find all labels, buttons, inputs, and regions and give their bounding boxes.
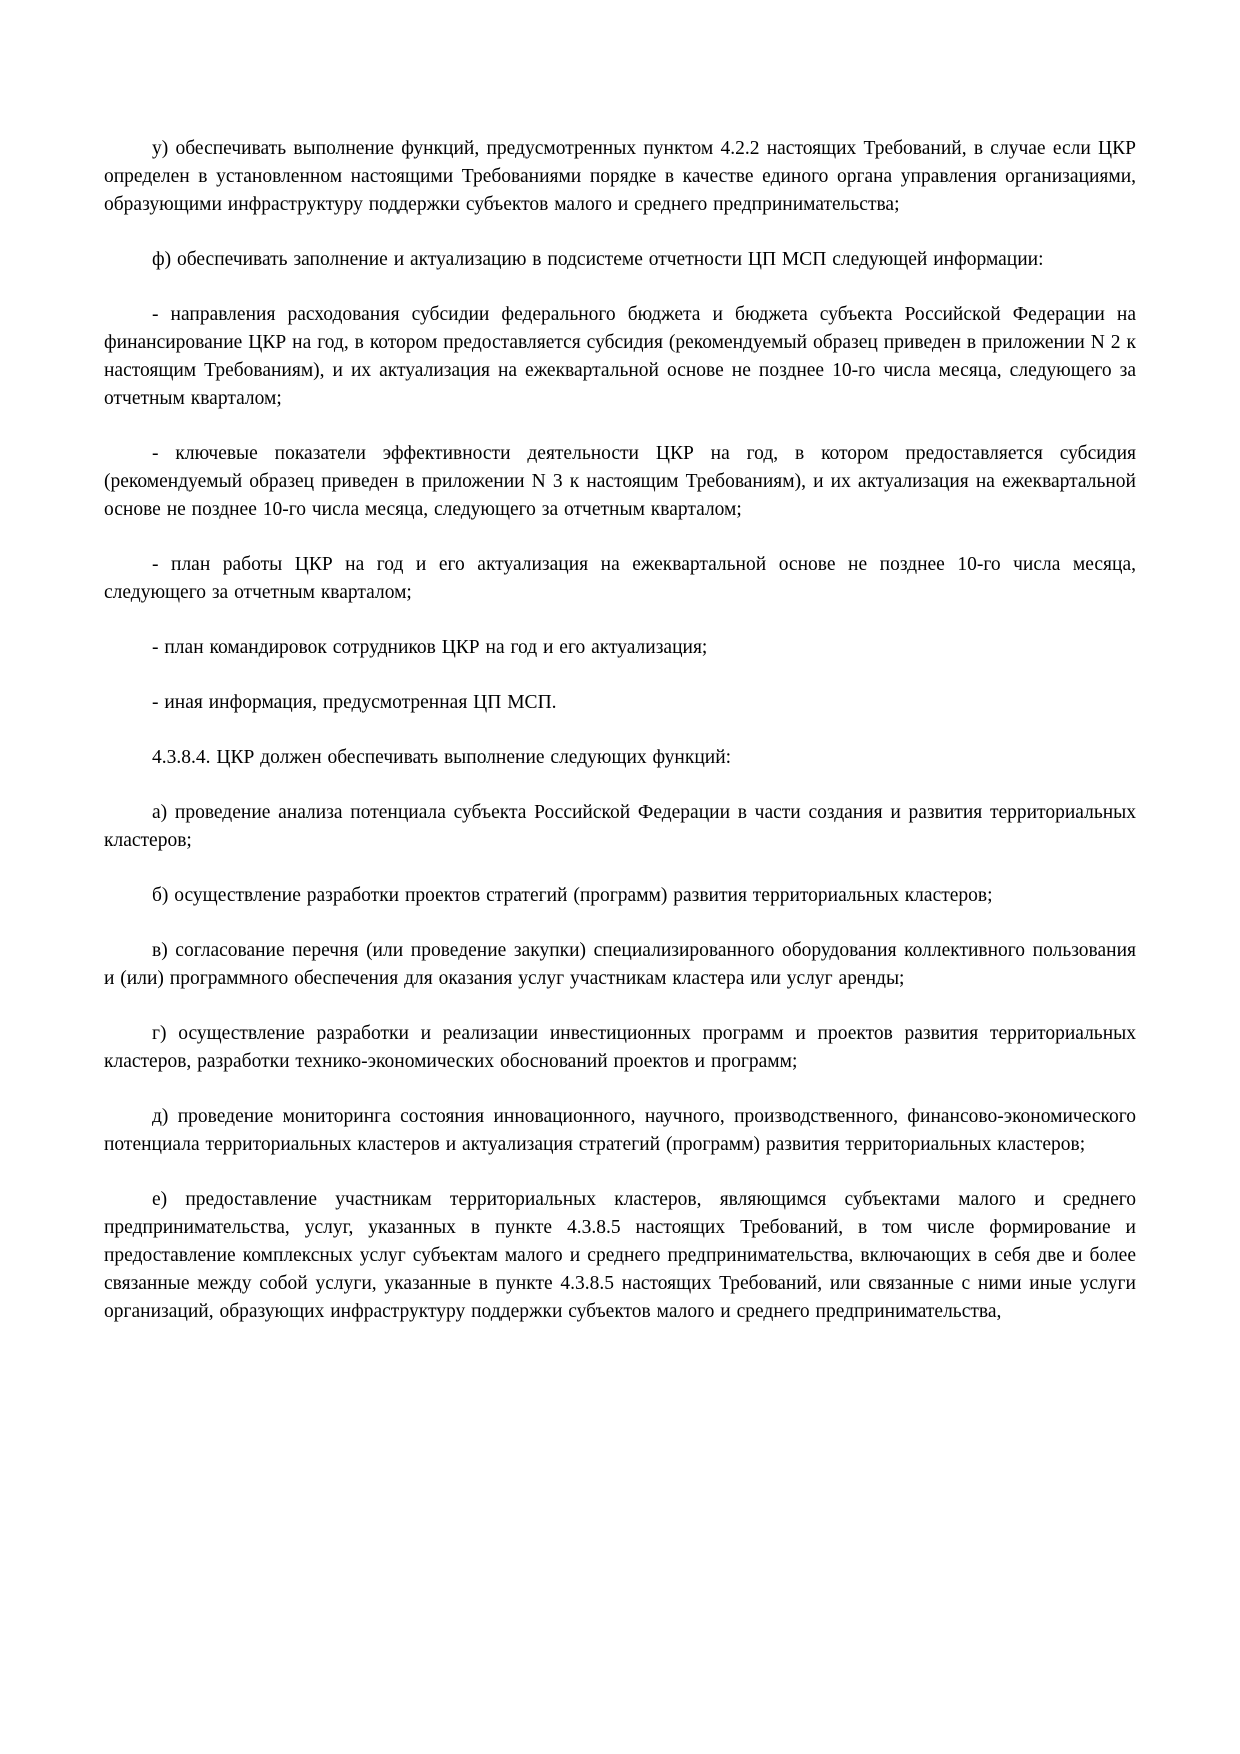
paragraph: - план командировок сотрудников ЦКР на год и его актуализация; bbox=[152, 637, 708, 658]
paragraph: д) проведение мониторинга состояния инновационного, научного, производственного, финансово-экономического потенциала территориальных кластеров и актуализация стратегий (программ) развития территориальных кластеров; bbox=[104, 1106, 1136, 1155]
paragraph: а) проведение анализа потенциала субъекта Российской Федерации в части создания и развития территориальных кластеров; bbox=[104, 802, 1136, 851]
paragraph: е) предоставление участникам территориальных кластеров, являющимся субъектами малого и среднего предпринимательства, услуг, указанных в пункте 4.3.8.5 настоящих Требований, в том числе формирование и предоставление комплексных услуг субъектам малого и среднего предпринимательства, включающих в себя две и более связанные между собой услуги, указанные в пункте 4.3.8.5 настоящих Требований, или связанные с ними иные услуги организаций, образующих инфраструктуру поддержки субъектов малого и среднего предпринимательства, bbox=[104, 1189, 1136, 1322]
paragraph: - направления расходования субсидии федерального бюджета и бюджета субъекта Российской Федерации на финансирование ЦКР на год, в котором предоставляется субсидия (рекомендуемый образец приведен в приложении N 2 к настоящим Требованиям), и их актуализация на ежеквартальной основе не позднее 10-го числа месяца, следующего за отчетным кварталом; bbox=[104, 304, 1136, 409]
paragraph: - ключевые показатели эффективности деятельности ЦКР на год, в котором предоставляется субсидия (рекомендуемый образец приведен в приложении N 3 к настоящим Требованиям), и их актуализация на ежеквартальной основе не позднее 10-го числа месяца, следующего за отчетным кварталом; bbox=[104, 443, 1136, 520]
paragraph: в) согласование перечня (или проведение закупки) специализированного оборудования коллективного пользования и (или) программного обеспечения для оказания услуг участникам кластера или услуг аренды; bbox=[104, 940, 1136, 989]
paragraph: б) осуществление разработки проектов стратегий (программ) развития территориальных кластеров; bbox=[152, 885, 993, 906]
paragraph: у) обеспечивать выполнение функций, предусмотренных пунктом 4.2.2 настоящих Требований, в случае если ЦКР определен в установленном настоящими Требованиями порядке в качестве единого органа управления организациями, образующими инфраструктуру поддержки субъектов малого и среднего предпринимательства; bbox=[104, 138, 1136, 215]
paragraph: - план работы ЦКР на год и его актуализация на ежеквартальной основе не позднее 10-го числа месяца, следующего за отчетным кварталом; bbox=[104, 554, 1136, 603]
paragraph: - иная информация, предусмотренная ЦП МСП. bbox=[152, 692, 557, 713]
document-body bbox=[104, 135, 1136, 1326]
paragraph: г) осуществление разработки и реализации инвестиционных программ и проектов развития территориальных кластеров, разработки технико-экономических обоснований проектов и программ; bbox=[104, 1023, 1136, 1072]
paragraph: ф) обеспечивать заполнение и актуализацию в подсистеме отчетности ЦП МСП следующей информации: bbox=[152, 249, 1044, 270]
paragraph: 4.3.8.4. ЦКР должен обеспечивать выполнение следующих функций: bbox=[152, 747, 732, 768]
